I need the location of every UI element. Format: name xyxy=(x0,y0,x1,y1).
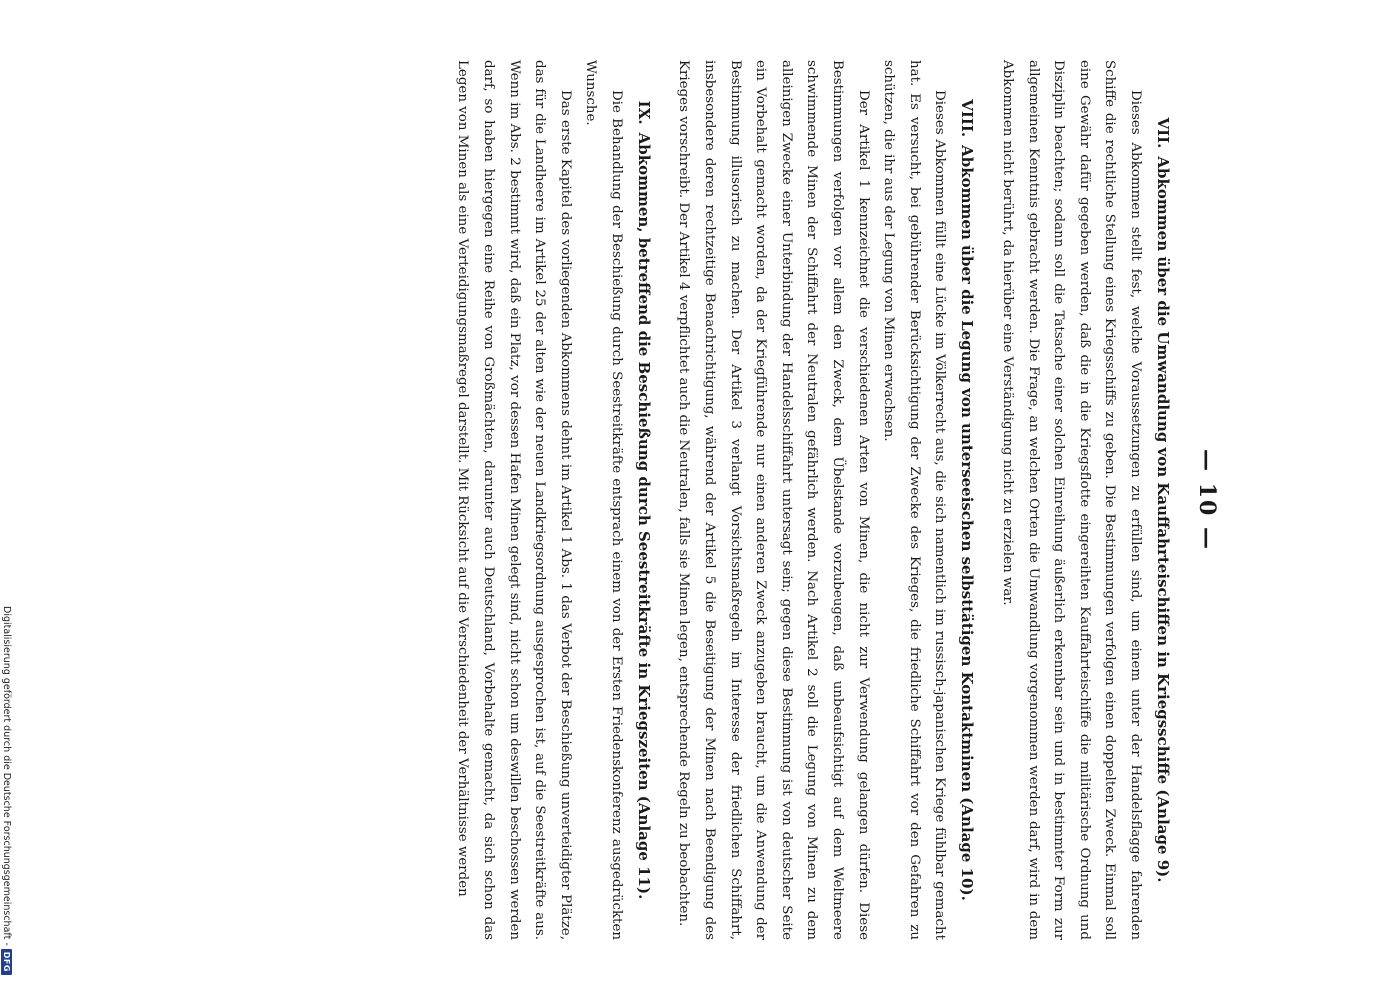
section-title: Abkommen über die Umwandlung von Kauffahrteischiffen in Kriegsschiffe (Anlage 9). xyxy=(1154,156,1172,883)
paragraph: Dieses Abkommen füllt eine Lücke im Völkerrecht aus, die sich namentlich im russisch-japanischen Kriege fühlbar gemacht hat. Es versucht, bei gebührender Berücksichtigung der Zwecke des Krieges, die friedliche Schiffahrt vor den Gefahren zu schützen, die ihr aus der Legung von Minen erwachsen. xyxy=(881,60,948,940)
section-ix xyxy=(450,60,657,940)
section-vii xyxy=(994,60,1176,940)
section-number: VIII. xyxy=(958,99,977,138)
section-heading xyxy=(954,60,980,940)
section-viii xyxy=(671,60,981,940)
section-heading xyxy=(631,60,657,940)
section-title: Abkommen über die Legung von unterseeischen selbsttätigen Kontaktminen (Anlage 10). xyxy=(958,145,977,901)
digitization-credit xyxy=(1,606,12,1006)
section-title: Abkommen, betreffend die Beschießung durch Seestreitkräfte in Kriegszeiten (Anlage 11). xyxy=(634,132,653,900)
paragraph: Die Behandlung der Beschießung durch Seestreitkräfte entsprach einem von der Ersten Friedenskonferenz ausgedrückten Wunsche. xyxy=(583,60,624,940)
paragraph: Dieses Abkommen stellt fest, welche Voraussetzungen zu erfüllen sind, um einem unter der Handelsflagge fahrenden Schiffe die rechtliche Stellung eines Kriegsschiffs zu geben. Die Bestimmungen verfolgen einen doppelten Zweck. Einmal soll eine Gewähr dafür gegeben werden, daß die in die Kriegsflotte eingereihten Kauffahrteischiffe die militärische Ordnung und Disziplin beachten; sodann soll die Tatsache einer solchen Einreihung äußerlich erkennbar sein und in bestimmter Form zur allgemeinen Kenntnis gebracht werden. Die Frage, an welchen Orten die Umwandlung vorgenommen werden darf, wird in dem Abkommen nicht berührt, da hierüber eine Verständigung nicht zu erzielen war. xyxy=(1000,60,1143,940)
credit-text: Digitalisierung gefördert durch die Deutsche Forschungsgemeinschaft - xyxy=(1,606,12,946)
paragraph: Der Artikel 1 kennzeichnet die verschiedenen Arten von Minen, die nicht zur Verwendung gelangen dürfen. Diese Bestimmungen verfolgen vor allem den Zweck, dem Übelstande vorzubeugen, daß unbeaufsichtigt auf dem Weltmeere schwimmende Minen der Schiffahrt der Neutralen gefährlich werden. Nach Artikel 2 soll die Legung von Minen zu dem alleinigen Zwecke einer Unterbindung der Handelsschiffahrt untersagt sein; gegen diese Bestimmung ist von deutscher Seite ein Vorbehalt gemacht worden, da der Kriegführende nur einen anderen Zweck anzugeben braucht, um die Anwendung der Bestimmung illusorisch zu machen. Der Artikel 3 verlangt Vorsichtsmaßregeln im Interesse der friedlichen Schiffahrt, insbesondere deren rechtzeitige Benachrichtigung, während der Artikel 5 die Beseitigung der Minen nach Beendigung des Krieges vorschreibt. Der Artikel 4 verpflichtet auch die Neutralen, falls sie Minen legen, entsprechende Regeln zu beobachten. xyxy=(676,60,871,940)
page-number: — 10 — xyxy=(1194,449,1220,551)
rotated-page xyxy=(130,60,1220,940)
section-heading xyxy=(1150,60,1176,940)
section-number: VII. xyxy=(1154,117,1172,149)
dfg-logo-icon: DFG xyxy=(1,949,12,975)
section-number: IX. xyxy=(634,100,653,125)
paragraph: Das erste Kapitel des vorliegenden Abkommens dehnt im Artikel 1 Abs. 1 das Verbot der Beschießung unverteidigter Plätze, das für die Landheere im Artikel 25 der alten wie der neuen Landkriegsordnung ausgesprochen ist, auf die Seestreitkräfte aus. Wenn im Abs. 2 bestimmt wird, daß ein Platz, vor dessen Hafen Minen gelegt sind, nicht schon um deswillen beschossen werden darf, so haben hiergegen eine Reihe von Großmächten, darunter auch Deutschland, Vorbehalte gemacht, da sich schon das Legen von Minen als eine Verteidigungsmaßregel darstellt. Mit Rücksicht auf die Verschiedenheit der Verhältnisse werden xyxy=(455,60,573,940)
